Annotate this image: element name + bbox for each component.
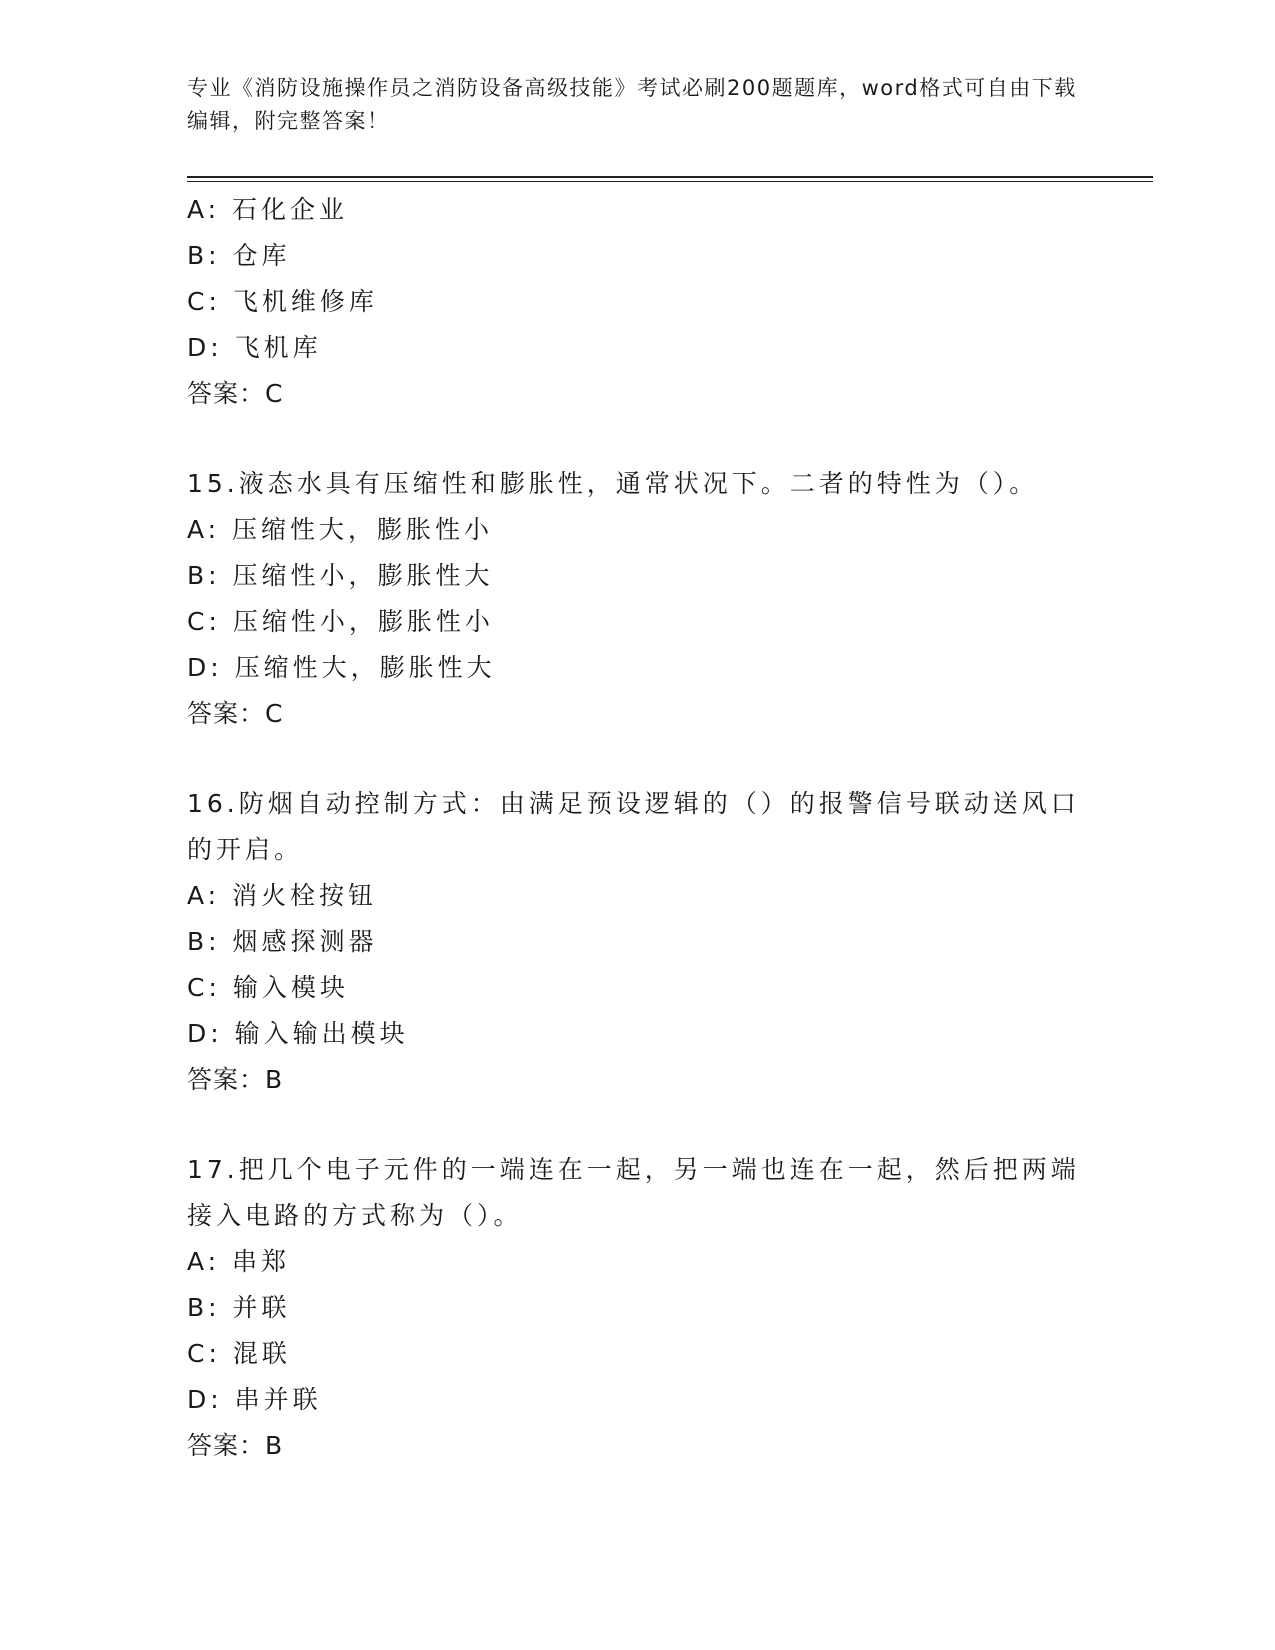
answer-line: 答案：C: [187, 379, 284, 408]
question-block-17: [187, 1147, 1107, 1469]
option-c: C: 混联: [187, 1339, 291, 1368]
question-block-15: [187, 461, 1107, 737]
option-a: A: 串郑: [187, 1247, 291, 1276]
option-c: C: 压缩性小，膨胀性小: [187, 607, 494, 636]
header-divider: [187, 176, 1153, 182]
option-d: D: 串并联: [187, 1385, 322, 1414]
spacer: [187, 1103, 1107, 1147]
answer-line: 答案：B: [187, 1431, 284, 1460]
question-list: [187, 187, 1107, 1469]
question-block-16: [187, 781, 1107, 1103]
option-c: C: 输入模块: [187, 973, 349, 1002]
answer-line: 答案：C: [187, 699, 284, 728]
question-stem: 16.防烟自动控制方式：由满足预设逻辑的（）的报警信号联动送风口的开启。: [187, 789, 1080, 864]
option-a: A: 石化企业: [187, 195, 349, 224]
question-stem: 17.把几个电子元件的一端连在一起，另一端也连在一起，然后把两端接入电路的方式称为（）。: [187, 1155, 1080, 1230]
option-c: C: 飞机维修库: [187, 287, 378, 316]
document-header: 专业《消防设施操作员之消防设备高级技能》考试必刷200题题库，word格式可自由下载编辑，附完整答案！: [187, 76, 1077, 133]
spacer: [187, 737, 1107, 781]
option-b: B: 烟感探测器: [187, 927, 378, 956]
option-d: D: 输入输出模块: [187, 1019, 409, 1048]
option-b: B: 仓库: [187, 241, 291, 270]
question-block-partial: [187, 187, 1107, 417]
option-a: A: 消火栓按钮: [187, 881, 378, 910]
option-a: A: 压缩性大，膨胀性小: [187, 515, 494, 544]
option-d: D: 飞机库: [187, 333, 322, 362]
option-b: B: 压缩性小，膨胀性大: [187, 561, 494, 590]
option-d: D: 压缩性大，膨胀性大: [187, 653, 496, 682]
answer-line: 答案：B: [187, 1065, 284, 1094]
spacer: [187, 417, 1107, 461]
option-b: B: 并联: [187, 1293, 291, 1322]
question-stem: 15.液态水具有压缩性和膨胀性，通常状况下。二者的特性为（）。: [187, 469, 1039, 498]
